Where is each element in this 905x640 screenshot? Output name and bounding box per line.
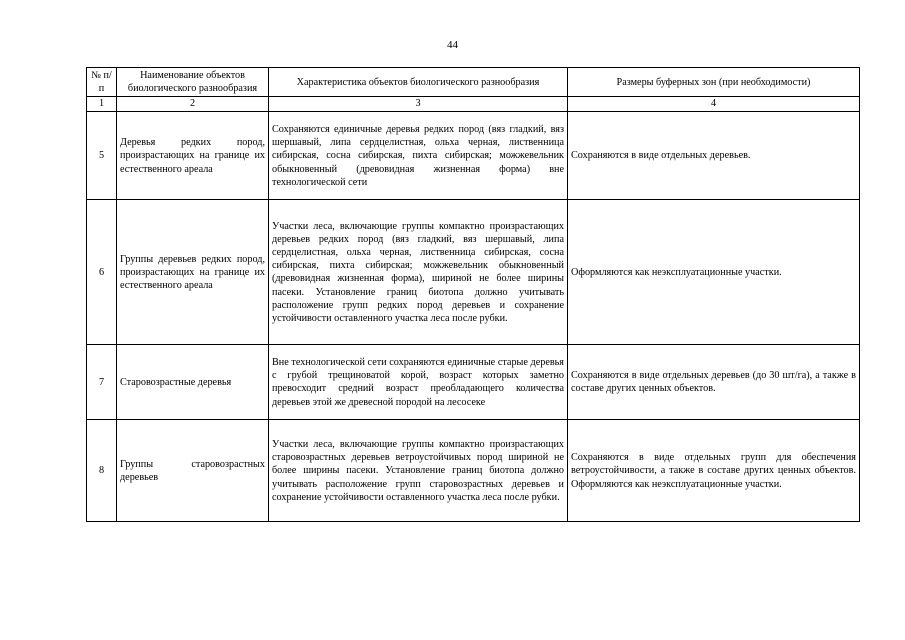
row-number: 7 [87,345,117,420]
row-number: 6 [87,200,117,345]
header-number: № п/п [87,68,117,97]
object-name: Группы старовозрастных деревьев [117,420,269,522]
table-row [87,420,860,522]
column-numbers-row [87,97,860,112]
object-description: Сохраняются единичные деревья редких пород (вяз гладкий, вяз шершавый, липа сердцелистная, ольха черная, лиственница сибирская, сосна сибирская, пихта сибирская; можжевельник обыкновенный (древовидная жизненная форма) вне технологической сети [269,112,568,200]
buffer-zone: Сохраняются в виде отдельных деревьев. [568,112,860,200]
object-name: Старовозрастные деревья [117,345,269,420]
table-row [87,200,860,345]
buffer-zone: Сохраняются в виде отдельных групп для обеспечения ветроустойчивости, а также в составе других ценных объектов. Оформляются как неэксплуатационные участки. [568,420,860,522]
object-name: Деревья редких пород, произрастающих на границе их естественного ареала [117,112,269,200]
table-row [87,345,860,420]
header-object-name: Наименование объектов биологического разнообразия [117,68,269,97]
column-number: 2 [117,97,269,112]
row-number: 8 [87,420,117,522]
column-number: 1 [87,97,117,112]
object-description: Вне технологической сети сохраняются единичные старые деревья с грубой трещиноватой корой, возраст которых заметно превосходит средний возраст преобладающего количества деревьев этой же древесной породой на лесосеке [269,345,568,420]
page-number: 44 [447,39,458,51]
table-header-row [87,68,860,97]
object-description: Участки леса, включающие группы компактно произрастающих деревьев редких пород (вяз гладкий, вяз шершавый, липа сердцелистная, ольха черная, лиственница сибирская, сосна сибирская, пихта сибирская; можжевельник обыкновенный (древовидная жизненная форма), шириной не более ширины пасеки. Установление границ биотопа должно учитывать расположение групп редких пород деревьев и сохранение устойчивости оставленного участка леса после рубки. [269,200,568,345]
table-row [87,112,860,200]
biodiversity-table [86,67,860,522]
buffer-zone: Оформляются как неэксплуатационные участки. [568,200,860,345]
row-number: 5 [87,112,117,200]
buffer-zone: Сохраняются в виде отдельных деревьев (до 30 шт/га), а также в составе других ценных объектов. [568,345,860,420]
object-name: Группы деревьев редких пород, произрастающих на границе их естественного ареала [117,200,269,345]
object-description: Участки леса, включающие группы компактно произрастающих старовозрастных деревьев ветроустойчивых пород шириной не более ширины пасеки. Установление границ биотопа должно учитывать расположение групп старовозрастных деревьев и сохранение устойчивости оставленного участка леса после рубки. [269,420,568,522]
header-buffer-zones: Размеры буферных зон (при необходимости) [568,68,860,97]
header-characteristics: Характеристика объектов биологического разнообразия [269,68,568,97]
column-number: 3 [269,97,568,112]
column-number: 4 [568,97,860,112]
